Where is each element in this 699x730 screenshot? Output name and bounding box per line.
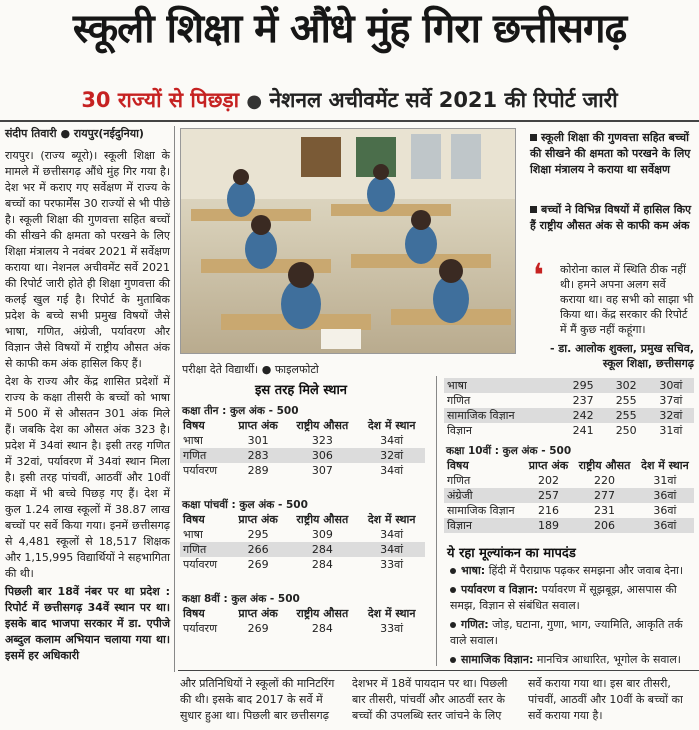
table-title: इस तरह मिले स्थान: [255, 383, 348, 398]
subheadline-rest: नेशनल अचीवमेंट सर्वे 2021 की रिपोर्ट जारी: [269, 88, 618, 112]
subheadline: [0, 84, 699, 116]
criteria-label: सामाजिक विज्ञान:: [461, 653, 534, 666]
cell: 302: [605, 378, 648, 393]
cell: 206: [573, 518, 636, 533]
quote-mark-icon: ❛: [533, 256, 545, 294]
cell: 307: [311, 464, 333, 477]
cell: 269: [247, 558, 269, 571]
table-caption: कक्षा 8वीं : कुल अंक - 500: [182, 593, 300, 605]
footer-column: और प्रतिनिधियों ने स्कूलों की मानिटरिंग की थी। इसके बाद 2017 के सर्वे में सुधार हुआ था। पिछली बार छत्तीसगढ़: [180, 677, 335, 722]
table-caption: कक्षा तीन : कुल अंक - 500: [182, 405, 299, 417]
bullet-item: [530, 202, 695, 234]
table-caption: कक्षा पांचवीं : कुल अंक - 500: [182, 499, 308, 511]
cell: गणित: [180, 542, 230, 557]
cell: 309: [311, 528, 333, 541]
cell: गणित: [447, 474, 471, 487]
divider: [178, 670, 699, 671]
cell: 242: [562, 408, 605, 423]
bullet-item: [530, 130, 695, 178]
cell: विज्ञान: [444, 518, 524, 533]
subheadline-red: 30 राज्यों से पिछड़ा: [81, 88, 240, 112]
cell: 34वां: [380, 528, 404, 541]
headline: स्कूली शिक्षा में औंधे मुंह गिरा छत्तीसगढ़: [72, 5, 627, 52]
cell: 32वां: [648, 408, 694, 423]
criteria-label: गणित:: [461, 618, 489, 631]
bullet-dot-icon: [450, 587, 456, 593]
criteria-text: मानचित्र आधारित, भूगोल के सवाल।: [536, 653, 681, 666]
criteria-item: [450, 563, 695, 579]
photo-caption: परीक्षा देते विद्यार्थी। ● फाइलफोटो: [182, 363, 319, 376]
cell: 34वां: [380, 464, 404, 477]
cell: 283: [230, 448, 287, 463]
cell: 241: [572, 424, 594, 437]
class-10-table: [444, 444, 694, 533]
criteria-label: पर्यावरण व विज्ञान:: [461, 583, 539, 596]
criteria-label: भाषा:: [461, 564, 486, 577]
col-header: राष्ट्रीय औसत: [296, 513, 349, 526]
article-paragraph: रायपुर। (राज्य ब्यूरो)। स्कूली शिक्षा के मामले में छत्तीसगढ़ औंधे मुंह गिर गया है। देश भर में कराए गए सर्वेक्षण में राज्य के बच्चों का परफार्मेंस 30 राज्यों से भी पीछे है। स्कूली शिक्षा की गुणवत्ता सहित बच्चों की सीखने की क्षमता को परखने के लिए शिक्षा मंत्रालय ने नवंबर 2021 में सर्वेक्षण कराया था। नेशनल अचीवमेंट सर्वे 2021 की रिपोर्ट जारी होते ही शिक्षा गुणवत्ता की कलई खुल गई है। रिपोर्ट के मुताबिक प्रदेश के बच्चे सभी प्रमुख विषयों जैसे भाषा, गणित, अंग्रेजी, पर्यावरण और विज्ञान जैसे विषयों में राष्ट्रीय औसत अंक से काफी कम अंक हासिल किए हैं।: [5, 149, 170, 370]
col-header: विषय: [183, 513, 205, 526]
criteria-text: जोड़, घटाना, गुणा, भाग, ज्यामिति, आकृति तर्क वाले सवाल।: [450, 618, 683, 647]
cell: 284: [311, 558, 333, 571]
cell: 295: [562, 378, 605, 393]
column-divider: [174, 126, 175, 672]
cell: 33वां: [380, 558, 404, 571]
criteria-text: हिंदी में पैराग्राफ पढ़कर समझना और जवाब देना।: [488, 564, 684, 577]
criteria-item: [450, 617, 695, 649]
col-header: प्राप्त अंक: [238, 607, 278, 620]
col-header: प्राप्त अंक: [238, 419, 278, 432]
col-header: विषय: [447, 459, 469, 472]
table-row: [444, 378, 694, 393]
cell: पर्यावरण: [183, 464, 218, 477]
cell: 34वां: [380, 434, 404, 447]
table-row: [444, 408, 694, 423]
table-row: [180, 542, 425, 557]
class-5-table: [180, 498, 425, 572]
cell: 33वां: [380, 622, 404, 635]
column-divider: [436, 376, 437, 666]
cell: विज्ञान: [447, 424, 472, 437]
article-body: [5, 148, 170, 666]
cell: 306: [286, 448, 358, 463]
cell: 266: [230, 542, 287, 557]
cell: 284: [286, 542, 358, 557]
col-header: विषय: [183, 607, 205, 620]
table-row: [444, 473, 694, 488]
cell: 37वां: [659, 394, 683, 407]
bullet-text: स्कूली शिक्षा की गुणवत्ता सहित बच्चों की सीखने की क्षमता को परखने के लिए शिक्षा मंत्रालय ने कराया था सर्वेक्षण: [530, 131, 691, 176]
col-header: देश में स्थान: [367, 513, 416, 526]
quote-attribution: - डा. आलोक शुक्ला, प्रमुख सचिव, स्कूल शिक्षा, छत्तीसगढ़: [550, 342, 694, 370]
cell: गणित: [180, 448, 230, 463]
table-row: [180, 463, 425, 478]
quote-text: कोरोना काल में स्थिति ठीक नहीं थी। हमने अपना अलग सर्वे कराया था। वह सभी को साझा भी किया था। केंद्र सरकार की रिपोर्ट में मैं कुछ नहीं कहूंगा।: [560, 263, 694, 336]
byline: संदीप तिवारी ● रायपुर(नईदुनिया): [5, 127, 144, 140]
table-row: [444, 518, 694, 533]
cell: 31वां: [653, 474, 677, 487]
cell: 301: [247, 434, 269, 447]
table-row: [180, 527, 425, 542]
col-header: देश में स्थान: [367, 419, 416, 432]
table-row: [180, 448, 425, 463]
cell: सामाजिक विज्ञान: [444, 408, 562, 423]
cell: पर्यावरण: [183, 622, 218, 635]
class-8-table: [180, 592, 425, 636]
table-row: [444, 423, 694, 438]
col-header: देश में स्थान: [641, 459, 689, 472]
table-row: [180, 621, 425, 636]
table-row: [444, 393, 694, 408]
cell: 269: [247, 622, 269, 635]
cell: 202: [538, 474, 559, 487]
cell: 31वां: [659, 424, 683, 437]
cell: 255: [605, 408, 648, 423]
criteria-item: [450, 652, 695, 668]
cell: भाषा: [183, 528, 203, 541]
bullet-text: बच्चों ने विभिन्न विषयों में हासिल किए हैं राष्ट्रीय औसत अंक से काफी कम अंक: [530, 203, 692, 232]
subheadline-separator: ●: [246, 91, 263, 112]
classroom-illustration: [181, 129, 516, 354]
cell: पर्यावरण: [183, 558, 218, 571]
col-header: देश में स्थान: [367, 607, 416, 620]
col-header: विषय: [183, 419, 205, 432]
cell: सामाजिक विज्ञान: [447, 504, 515, 517]
col-header: प्राप्त अंक: [238, 513, 278, 526]
divider: [0, 120, 699, 122]
classroom-photo: [180, 128, 516, 354]
cell: 189: [524, 518, 573, 533]
table-row: [444, 503, 694, 518]
cell: भाषा: [183, 434, 203, 447]
col-header: राष्ट्रीय औसत: [578, 459, 631, 472]
col-header: राष्ट्रीय औसत: [296, 607, 349, 620]
article-paragraph: देश के राज्य और केंद्र शासित प्रदेशों में राज्य के कक्षा तीसरी के बच्चों को भाषा में 500 में से औसतन 301 अंक मिले हैं। जबकि देश का औसत अंक 323 है। प्रदेश में 34वां स्थान है। इसी तरह गणित में 32वां, पर्यावरण में 34वां स्थान मिला है। इसी तरह पांचवीं, आठवीं और 10वीं कक्षा में भी बच्चे पिछड़ गए हैं। देश में कुल 1.24 लाख स्कूलों में 38.87 लाख बच्चों पर सर्वे किया गया। इनमें छत्तीसगढ़ से 4,481 स्कूलों से 18,517 शिक्षक और 1,15,995 विद्यार्थियों ने सहभागिता की थी।: [5, 375, 170, 580]
cell: 284: [311, 622, 333, 635]
bullet-square-icon: [530, 206, 537, 213]
bullet-square-icon: [530, 134, 537, 141]
cell: 295: [247, 528, 269, 541]
cell: 289: [247, 464, 269, 477]
table-row: [180, 557, 425, 572]
table-row: [444, 488, 694, 503]
cell: भाषा: [444, 378, 562, 393]
cell: 36वां: [636, 488, 694, 503]
cell: 36वां: [636, 518, 694, 533]
class-3-table: [180, 404, 425, 478]
bullet-dot-icon: [450, 622, 456, 628]
cell: अंग्रेजी: [444, 488, 524, 503]
criteria-text: पर्यावरण में सूझबूझ, आसपास की समझ, विज्ञान से संबंधित सवाल।: [450, 583, 677, 612]
class-8-table-continued: [444, 378, 694, 438]
criteria-title: ये रहा मूल्यांकन का मापदंड: [447, 546, 576, 561]
cell: गणित: [447, 394, 471, 407]
cell: 32वां: [358, 448, 425, 463]
quote-box: [532, 262, 694, 371]
cell: 231: [593, 504, 615, 517]
cell: 323: [311, 434, 333, 447]
cell: 30वां: [648, 378, 694, 393]
cell: 277: [573, 488, 636, 503]
cell: 220: [593, 474, 615, 487]
cell: 255: [615, 394, 637, 407]
cell: 34वां: [358, 542, 425, 557]
col-header: प्राप्त अंक: [528, 459, 569, 472]
col-header: राष्ट्रीय औसत: [296, 419, 349, 432]
cell: 216: [538, 504, 559, 517]
cell: 237: [572, 394, 594, 407]
bullet-dot-icon: [450, 568, 456, 574]
criteria-item: [450, 582, 695, 614]
criteria-list: [450, 563, 695, 671]
article-paragraph: पिछली बार 18वें नंबर पर था प्रदेश : रिपोर्ट में छत्तीसगढ़ 34वें स्थान पर था। इसके बाद भाजपा सरकार में डा. एपीजे अब्दुल कलाम अभियान चलाया गया था। इसमें हर अधिकारी: [5, 585, 170, 662]
cell: 257: [524, 488, 573, 503]
footer-column: सर्वे कराया गया था। इस बार तीसरी, पांचवीं, आठवीं और 10वीं के बच्चों का सर्वे कराया गया है।: [528, 677, 683, 722]
footer-column: देशभर में 18वें पायदान पर था। पिछली बार तीसरी, पांचवीं और आठवीं स्तर के बच्चों की उपलब्धि स्तर जांचने के लिए: [352, 677, 508, 722]
table-row: [180, 433, 425, 448]
cell: 250: [615, 424, 637, 437]
cell: 36वां: [653, 504, 677, 517]
table-caption: कक्षा 10वीं : कुल अंक - 500: [446, 445, 572, 457]
bullet-dot-icon: [450, 657, 456, 663]
